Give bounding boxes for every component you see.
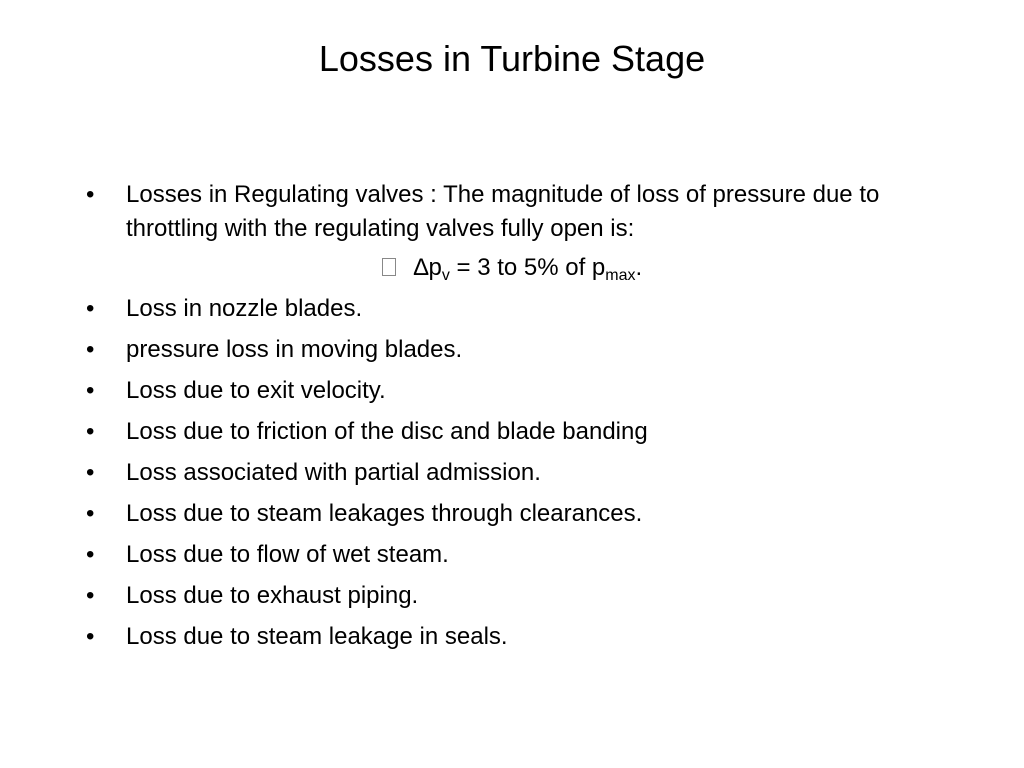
bullet-marker: •: [86, 541, 95, 568]
list-item: [86, 333, 946, 367]
list-item: [86, 415, 946, 449]
list-item-text: Losses in Regulating valves : The magnitude of loss of pressure due to throttling with the regulating valves fully open is:: [126, 181, 880, 242]
list-item: [86, 292, 946, 326]
list-item-text: Loss due to friction of the disc and blade banding: [126, 418, 648, 445]
sub-bullet-icon: [382, 258, 396, 276]
formula-line: [86, 251, 946, 285]
bullet-list: [86, 178, 946, 661]
list-item: [86, 456, 946, 490]
list-item-text: Loss due to flow of wet steam.: [126, 541, 449, 568]
formula-max-sub: max: [605, 267, 636, 284]
list-item: [86, 497, 946, 531]
list-item-text: Loss associated with partial admission.: [126, 459, 541, 486]
bullet-marker: •: [86, 500, 95, 527]
formula-var: p: [428, 254, 442, 281]
list-item-text: Loss due to steam leakage in seals.: [126, 623, 508, 650]
bullet-marker: •: [86, 623, 95, 650]
formula-equals: = 3 to 5% of p: [449, 254, 606, 281]
list-item-text: Loss due to exhaust piping.: [126, 582, 419, 609]
bullet-marker: •: [86, 336, 95, 363]
list-item: [86, 374, 946, 408]
list-item-text: pressure loss in moving blades.: [126, 336, 463, 363]
bullet-marker: •: [86, 459, 95, 486]
list-item: [86, 178, 946, 246]
list-item: [86, 620, 946, 654]
list-item-text: Loss in nozzle blades.: [126, 295, 363, 322]
list-item: [86, 579, 946, 613]
formula-end: .: [635, 254, 643, 281]
formula-var-sub: v: [441, 267, 450, 284]
bullet-marker: •: [86, 582, 95, 609]
bullet-marker: •: [86, 418, 95, 445]
bullet-marker: •: [86, 181, 95, 208]
list-item-text: Loss due to exit velocity.: [126, 377, 386, 404]
list-item: [86, 538, 946, 572]
bullet-marker: •: [86, 377, 95, 404]
slide-title: Losses in Turbine Stage: [318, 38, 706, 79]
formula-delta: ∆: [413, 254, 429, 281]
bullet-marker: •: [86, 295, 95, 322]
list-item-text: Loss due to steam leakages through clearances.: [126, 500, 643, 527]
